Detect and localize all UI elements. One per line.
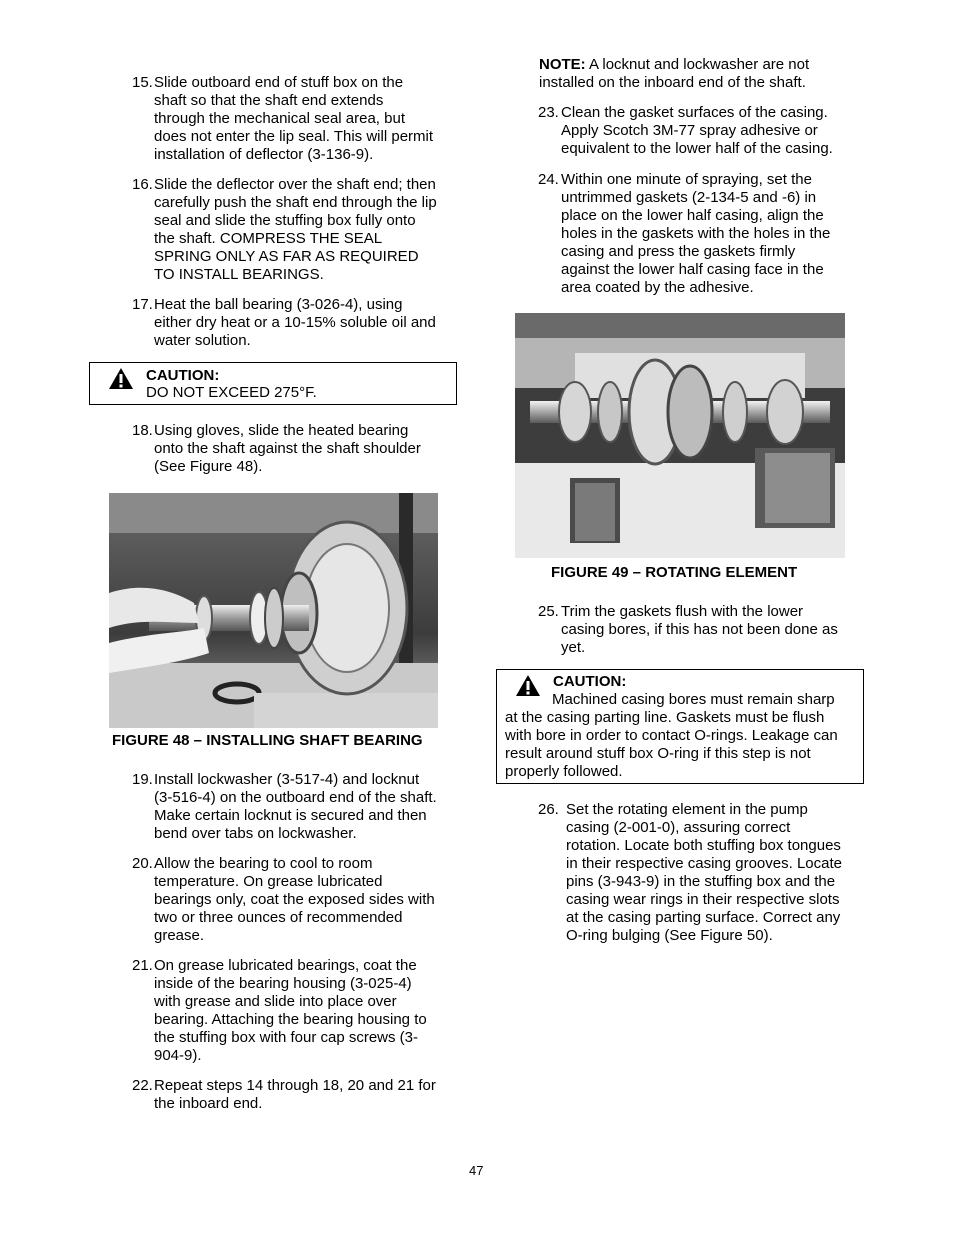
figure-48-caption: FIGURE 48 – INSTALLING SHAFT BEARING bbox=[112, 732, 423, 749]
figure-49-photo bbox=[515, 313, 845, 558]
step-number: 23. bbox=[538, 104, 559, 121]
step-18 bbox=[132, 422, 462, 476]
note-paragraph bbox=[539, 56, 869, 92]
step-number: 16. bbox=[132, 176, 153, 193]
step-text: Heat the ball bearing (3-026-4), using either dry heat or a 10-15% soluble oil and water solution. bbox=[154, 296, 436, 349]
step-16 bbox=[132, 176, 462, 284]
caution-text: Machined casing bores must remain sharp at the casing parting line. Gaskets must be flush with bore in order to contact O-rings. Leakage can result around stuff box O-ring if this step is not properly followed. bbox=[505, 691, 838, 780]
step-text: Clean the gasket surfaces of the casing. Apply Scotch 3M-77 spray adhesive or equivalent to the lower half of the casing. bbox=[561, 104, 833, 157]
step-number: 18. bbox=[132, 422, 153, 439]
step-text: Repeat steps 14 through 18, 20 and 21 for the inboard end. bbox=[154, 1077, 436, 1112]
caution-text: DO NOT EXCEED 275°F. bbox=[146, 384, 317, 401]
step-text: Install lockwasher (3-517-4) and locknut (3-516-4) on the outboard end of the shaft. Make certain locknut is secured and then bend over tabs on lockwasher. bbox=[154, 771, 437, 842]
step-text: Within one minute of spraying, set the untrimmed gaskets (2-134-5 and -6) in place on the lower half casing, align the holes in the gaskets with the holes in the casing and press the gaskets firmly against the lower half casing face in the area coated by the adhesive. bbox=[561, 171, 831, 296]
step-number: 17. bbox=[132, 296, 153, 313]
step-text: On grease lubricated bearings, coat the inside of the bearing housing (3-025-4) with grease and slide into place over bearing. Attaching the bearing housing to the stuffing box with four cap screws (3- 904-9). bbox=[154, 957, 427, 1064]
note-label: NOTE: bbox=[539, 56, 586, 73]
step-25 bbox=[538, 603, 868, 657]
step-26 bbox=[538, 801, 868, 945]
step-15 bbox=[132, 74, 462, 164]
step-number: 26. bbox=[538, 801, 559, 818]
step-number: 25. bbox=[538, 603, 559, 620]
warning-icon bbox=[108, 367, 134, 390]
step-19 bbox=[132, 771, 462, 843]
caution-heading: CAUTION: bbox=[146, 367, 220, 384]
step-number: 22. bbox=[132, 1077, 153, 1094]
step-23 bbox=[538, 104, 868, 158]
step-24 bbox=[538, 171, 868, 297]
figure-49-caption: FIGURE 49 – ROTATING ELEMENT bbox=[551, 564, 798, 581]
step-number: 20. bbox=[132, 855, 153, 872]
caution-heading: CAUTION: bbox=[553, 673, 627, 690]
step-number: 21. bbox=[132, 957, 153, 974]
caution-box-temperature bbox=[89, 362, 457, 405]
step-text: Set the rotating element in the pump casing (2-001-0), assuring correct rotation. Locate both stuffing box tongues in their respective casing grooves. Locate pins (3-943-9) in the stuffing box and the casing wear rings in their respective slots at the casing parting surface. Correct any O-ring bulging (See Figure 50). bbox=[566, 801, 842, 944]
step-17 bbox=[132, 296, 462, 350]
step-20 bbox=[132, 855, 462, 945]
step-number: 24. bbox=[538, 171, 559, 188]
figure-48-photo bbox=[109, 493, 438, 728]
page-number: 47 bbox=[469, 1163, 484, 1178]
step-text: Allow the bearing to cool to room temperature. On grease lubricated bearings only, coat the exposed sides with two or three ounces of recommended grease. bbox=[154, 855, 435, 944]
step-21 bbox=[132, 957, 462, 1065]
note-text: A locknut and lockwasher are not installed on the inboard end of the shaft. bbox=[539, 56, 810, 91]
step-number: 15. bbox=[132, 74, 153, 91]
step-text: Slide outboard end of stuff box on the shaft so that the shaft end extends through the mechanical seal area, but does not enter the lip seal. This will permit installation of deflector (3-136-9). bbox=[154, 74, 434, 163]
step-22 bbox=[132, 1077, 462, 1113]
rotating-element-illustration bbox=[515, 313, 845, 558]
step-text: Trim the gaskets flush with the lower casing bores, if this has not been done as yet. bbox=[561, 603, 838, 656]
step-text: Using gloves, slide the heated bearing onto the shaft against the shaft shoulder (See Figure 48). bbox=[154, 422, 421, 475]
caution-box-casing-bores bbox=[496, 669, 864, 784]
step-text: Slide the deflector over the shaft end; then carefully push the shaft end through the lip seal and slide the stuffing box fully onto the shaft. COMPRESS THE SEAL SPRING ONLY AS FAR AS REQUIRED TO INSTALL BEARINGS. bbox=[154, 176, 437, 283]
step-number: 19. bbox=[132, 771, 153, 788]
shaft-bearing-illustration bbox=[109, 493, 438, 728]
